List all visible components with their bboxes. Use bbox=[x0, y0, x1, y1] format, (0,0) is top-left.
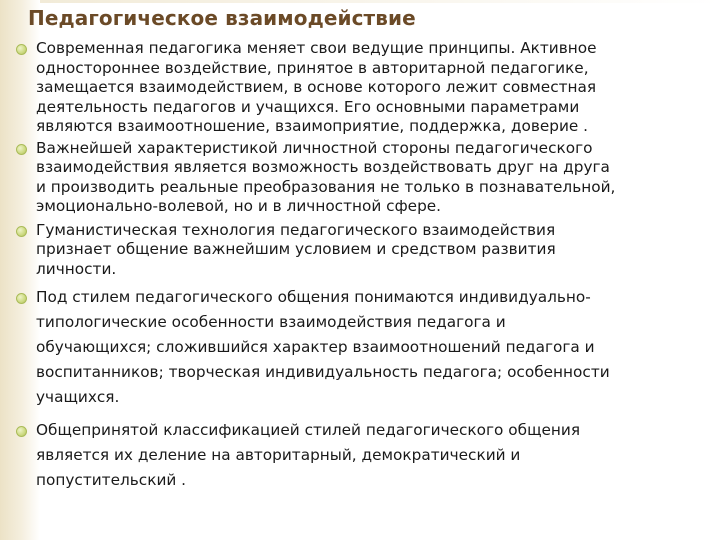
bullet-line: воспитанников; творческая индивидуальность педагога; особенности bbox=[36, 363, 610, 381]
bullet-line: учащихся. bbox=[36, 388, 120, 406]
decorative-top-line bbox=[40, 0, 720, 3]
bullet-line: попустительский . bbox=[36, 471, 187, 489]
bullet-line: Под стилем педагогического общения понимаются индивидуально- bbox=[36, 288, 591, 306]
bullet-item bbox=[14, 39, 714, 137]
bullet-line: являются взаимоотношение, взаимоприятие, поддержка, доверие . bbox=[36, 117, 589, 135]
bullet-line: замещается взаимодействием, в основе которого лежит совместная bbox=[36, 78, 597, 96]
bullet-line: Современная педагогика меняет свои ведущие принципы. Активное bbox=[36, 39, 597, 57]
bullet-item bbox=[14, 221, 714, 280]
bullet-item bbox=[14, 418, 714, 493]
bullet-line: обучающихся; сложившийся характер взаимоотношений педагога и bbox=[36, 338, 595, 356]
bullet-line: Общепринятой классификацией стилей педагогического общения bbox=[36, 421, 581, 439]
bullet-line: и производить реальные преобразования не только в познавательной, bbox=[36, 177, 616, 196]
bullet-dot-icon bbox=[16, 144, 27, 155]
slide-title: Педагогическое взаимодействие bbox=[28, 6, 416, 30]
bullet-line: типологические особенности взаимодействия педагога и bbox=[36, 313, 506, 331]
bullet-item bbox=[14, 139, 714, 217]
bullet-line: взаимодействия является возможность воздействовать друг на друга bbox=[36, 158, 610, 176]
bullet-dot-icon bbox=[16, 226, 27, 237]
bullet-dot-icon bbox=[16, 426, 27, 437]
bullet-line: Гуманистическая технология педагогического взаимодействия bbox=[36, 220, 556, 239]
bullet-line: деятельность педагогов и учащихся. Его основными параметрами bbox=[36, 97, 580, 116]
bullet-item bbox=[14, 285, 714, 410]
bullet-dot-icon bbox=[16, 293, 27, 304]
bullet-dot-icon bbox=[16, 44, 27, 55]
bullet-line: Важнейшей характеристикой личностной стороны педагогического bbox=[36, 138, 593, 157]
bullet-line: одностороннее воздействие, принятое в авторитарной педагогике, bbox=[36, 58, 589, 77]
bullet-list bbox=[14, 39, 714, 493]
bullet-line: эмоционально-волевой, но и в личностной сфере. bbox=[36, 197, 442, 215]
bullet-line: является их деление на авторитарный, демократический и bbox=[36, 446, 521, 464]
bullet-line: признает общение важнейшим условием и средством развития bbox=[36, 240, 556, 258]
bullet-line: личности. bbox=[36, 259, 117, 278]
